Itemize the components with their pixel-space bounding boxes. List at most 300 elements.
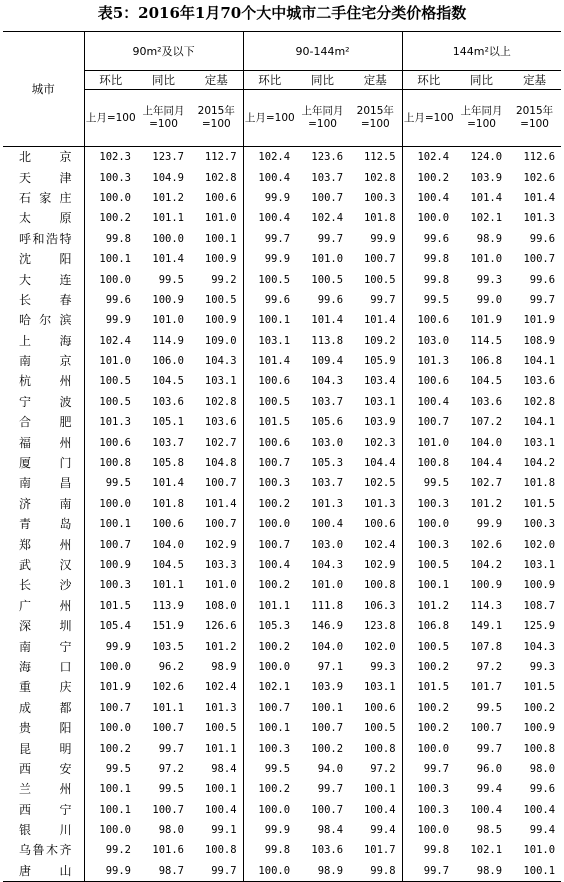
index-value-cell: 113.8 [311,334,344,347]
index-value-cell: 112.6 [523,151,556,164]
index-value-cell: 100.2 [243,494,296,514]
index-value-cell: 97.2 [370,762,396,775]
index-value-cell: 101.6 [152,844,184,857]
index-value-cell: 105.3 [311,457,344,470]
index-value-cell: 102.8 [523,395,556,408]
index-value-cell: 103.1 [523,436,556,449]
index-value-cell: 101.4 [470,191,503,204]
index-value-cell: 103.9 [311,681,344,694]
city-name-cell: 南京 [19,354,72,369]
index-value-cell: 114.3 [470,599,503,612]
base-header-2015: 2015年=100 [508,90,561,147]
index-value-cell: 100.6 [363,701,396,714]
sub-header-mom: 环比 [243,71,296,90]
index-value-cell: 101.2 [402,596,455,616]
index-value-cell: 103.5 [152,640,184,653]
index-value-cell: 103.6 [311,844,344,857]
index-value-cell: 99.9 [84,310,137,330]
city-name-cell: 合肥 [19,415,72,430]
index-value-cell: 106.3 [363,599,396,612]
index-value-cell: 100.5 [204,722,237,735]
table-row [3,616,561,636]
index-value-cell: 100.2 [84,738,137,758]
index-value-cell: 101.3 [523,212,556,225]
index-value-cell: 94.0 [317,762,344,775]
index-value-cell: 101.4 [204,497,237,510]
index-value-cell: 100.1 [84,779,137,799]
city-name-cell: 广州 [19,598,72,613]
table-row [3,840,561,860]
index-value-cell: 99.9 [84,861,137,882]
index-value-cell: 100.4 [363,803,396,816]
index-value-cell: 100.5 [84,392,137,412]
index-value-cell: 102.4 [243,147,296,168]
index-value-cell: 103.7 [311,477,344,490]
index-value-cell: 103.7 [152,436,184,449]
index-value-cell: 98.0 [529,762,556,775]
table-row [3,596,561,616]
index-value-cell: 100.5 [243,269,296,289]
table-row [3,779,561,799]
base-header-2015: 2015年=100 [349,90,402,147]
sub-header-yoy: 同比 [137,71,190,90]
index-value-cell: 109.4 [311,355,344,368]
table-row [3,738,561,758]
index-value-cell: 99.9 [243,249,296,269]
index-value-cell: 100.3 [84,575,137,595]
city-name-cell: 青岛 [19,517,72,532]
index-value-cell: 149.1 [470,620,503,633]
index-value-cell: 99.5 [243,759,296,779]
table-row [3,229,561,249]
index-value-cell: 100.5 [204,293,237,306]
city-name-cell: 长沙 [19,578,72,593]
index-value-cell: 123.8 [363,620,396,633]
index-value-cell: 100.9 [84,555,137,575]
city-name-cell: 福州 [19,435,72,450]
index-value-cell: 112.5 [363,151,396,164]
index-value-cell: 100.4 [243,167,296,187]
index-value-cell: 114.9 [152,334,184,347]
index-value-cell: 114.5 [470,334,503,347]
index-value-cell: 100.0 [84,188,137,208]
index-value-cell: 101.8 [152,497,184,510]
index-value-cell: 102.4 [311,212,344,225]
index-value-cell: 100.8 [523,742,556,755]
index-value-cell: 99.7 [476,742,503,755]
index-value-cell: 100.1 [84,514,137,534]
index-value-cell: 100.4 [243,208,296,228]
index-value-cell: 107.2 [470,416,503,429]
index-value-cell: 105.3 [243,616,296,636]
index-value-cell: 99.7 [317,783,344,796]
index-value-cell: 100.0 [402,208,455,228]
city-name-cell: 唐山 [3,861,84,882]
index-value-cell: 99.6 [243,290,296,310]
index-value-cell: 102.7 [470,477,503,490]
index-value-cell: 100.3 [402,779,455,799]
index-value-cell: 104.3 [204,355,237,368]
sub-header-yoy: 同比 [296,71,349,90]
index-value-cell: 99.9 [84,636,137,656]
index-value-cell: 101.4 [243,351,296,371]
table-row [3,188,561,208]
base-header-last-month: 上月=100 [243,90,296,147]
index-value-cell: 103.4 [363,375,396,388]
index-value-cell: 104.4 [363,457,396,470]
table-row [3,269,561,289]
index-value-cell: 104.5 [152,559,184,571]
sub-header-mom: 环比 [84,71,137,90]
index-value-cell: 100.6 [152,518,184,531]
index-value-cell: 100.6 [204,191,237,204]
index-value-cell: 100.9 [204,314,237,327]
index-value-cell: 109.2 [363,334,396,347]
sub-header-fixed: 定基 [190,71,243,90]
index-value-cell: 100.0 [243,800,296,820]
sub-header-fixed: 定基 [349,71,402,90]
index-value-cell: 106.8 [402,616,455,636]
index-value-cell: 103.1 [204,375,237,388]
index-value-cell: 102.1 [243,677,296,697]
index-value-cell: 101.4 [152,253,184,266]
index-value-cell: 99.6 [317,293,344,306]
index-value-cell: 100.5 [84,371,137,391]
index-value-cell: 99.6 [402,229,455,249]
index-value-cell: 100.1 [204,232,237,245]
index-value-cell: 100.0 [84,494,137,514]
index-value-cell: 98.5 [476,824,503,837]
table-row [3,331,561,351]
price-index-table [3,31,561,882]
index-value-cell: 100.4 [204,803,237,816]
base-header-last-year: 上年同月=100 [455,90,508,147]
index-value-cell: 101.1 [204,742,237,755]
index-value-cell: 105.6 [311,416,344,429]
index-value-cell: 101.4 [523,191,556,204]
city-name-cell: 大连 [19,272,72,287]
index-value-cell: 104.5 [470,375,503,388]
index-value-cell: 100.7 [204,477,237,490]
index-value-cell: 100.7 [243,453,296,473]
index-value-cell: 101.9 [84,677,137,697]
index-value-cell: 99.8 [243,840,296,860]
group-header-medium: 90-144m² [243,32,402,71]
city-name-cell: 海口 [19,659,72,674]
index-value-cell: 99.9 [476,518,503,531]
index-value-cell: 98.0 [158,824,184,837]
index-value-cell: 104.2 [523,457,556,470]
city-name-cell: 贵阳 [19,721,72,736]
index-value-cell: 104.0 [311,640,344,653]
index-value-cell: 100.8 [84,453,137,473]
index-value-cell: 104.8 [204,457,237,470]
index-value-cell: 100.6 [402,310,455,330]
index-value-cell: 101.3 [84,412,137,432]
index-value-cell: 101.1 [152,212,184,225]
index-value-cell: 99.9 [370,232,396,245]
index-value-cell: 123.6 [311,151,344,164]
index-value-cell: 100.8 [204,844,237,857]
index-value-cell: 103.6 [152,395,184,408]
index-value-cell: 100.3 [84,167,137,187]
index-value-cell: 100.2 [243,779,296,799]
index-value-cell: 102.1 [470,844,503,857]
index-value-cell: 99.1 [211,824,237,837]
city-name-cell: 济南 [19,496,72,511]
index-value-cell: 100.1 [84,800,137,820]
index-value-cell: 103.7 [311,395,344,408]
index-value-cell: 100.7 [402,412,455,432]
sub-header-mom: 环比 [402,71,455,90]
index-value-cell: 96.2 [158,660,184,673]
table-row [3,412,561,432]
table-row [3,494,561,514]
index-value-cell: 100.1 [402,575,455,595]
index-value-cell: 100.1 [243,718,296,738]
city-name-cell: 上海 [19,333,72,348]
index-value-cell: 100.2 [84,208,137,228]
index-value-cell: 99.5 [84,759,137,779]
table-row [3,657,561,677]
index-value-cell: 104.5 [152,375,184,388]
index-value-cell: 99.8 [402,249,455,269]
index-value-cell: 101.5 [523,497,556,510]
city-name-cell: 重庆 [19,680,72,695]
sub-header-yoy: 同比 [455,71,508,90]
index-value-cell: 100.7 [84,698,137,718]
index-value-cell: 102.5 [363,477,396,490]
index-value-cell: 102.8 [204,171,237,184]
index-value-cell: 104.2 [470,559,503,571]
index-value-cell: 100.1 [204,783,237,796]
index-value-cell: 99.8 [402,840,455,860]
index-value-cell: 97.2 [476,660,503,673]
index-value-cell: 99.5 [402,290,455,310]
index-value-cell: 100.9 [523,722,556,735]
city-name-cell: 宁波 [19,394,72,409]
index-value-cell: 99.0 [476,293,503,306]
index-value-cell: 101.9 [523,314,556,327]
index-value-cell: 101.0 [311,579,344,592]
index-value-cell: 101.3 [311,497,344,510]
index-value-cell: 102.4 [204,681,237,694]
index-value-cell: 100.7 [311,722,344,735]
index-value-cell: 101.2 [470,497,503,510]
index-value-cell: 102.9 [363,559,396,571]
index-value-cell: 99.3 [476,273,503,286]
index-value-cell: 102.6 [523,171,556,184]
index-value-cell: 100.3 [523,518,556,531]
index-value-cell: 103.1 [363,681,396,694]
index-value-cell: 96.0 [476,762,503,775]
table-title: 表5：2016年1月70个大中城市二手住宅分类价格指数 [97,4,467,22]
index-value-cell: 101.4 [363,314,396,327]
table-row [3,453,561,473]
index-value-cell: 101.1 [152,579,184,592]
index-value-cell: 100.1 [311,701,344,714]
index-value-cell: 100.0 [84,718,137,738]
table-row [3,147,561,168]
table-row [3,861,561,882]
index-value-cell: 102.4 [363,538,396,551]
index-value-cell: 105.9 [363,355,396,368]
index-value-cell: 101.0 [204,212,237,225]
index-value-cell: 102.4 [84,331,137,351]
index-value-cell: 99.6 [529,273,556,286]
index-value-cell: 100.3 [243,738,296,758]
index-value-cell: 102.7 [204,436,237,449]
index-value-cell: 100.4 [470,803,503,816]
index-value-cell: 100.2 [311,742,344,755]
index-value-cell: 101.5 [243,412,296,432]
base-header-last-year: 上年同月=100 [296,90,349,147]
index-value-cell: 100.6 [84,432,137,452]
index-value-cell: 99.7 [317,232,344,245]
city-name-cell: 太原 [19,211,72,226]
index-value-cell: 100.2 [243,575,296,595]
index-value-cell: 99.7 [529,293,556,306]
index-value-cell: 104.9 [152,171,184,184]
index-value-cell: 113.9 [152,599,184,612]
table-row [3,249,561,269]
index-value-cell: 109.0 [204,334,237,347]
index-value-cell: 100.2 [523,701,556,714]
index-value-cell: 99.5 [84,473,137,493]
table-row [3,820,561,840]
index-value-cell: 100.5 [402,636,455,656]
index-value-cell: 100.9 [523,579,556,592]
index-value-cell: 99.5 [476,701,503,714]
index-value-cell: 100.7 [470,722,503,735]
index-value-cell: 100.8 [363,742,396,755]
city-name-cell: 南宁 [19,639,72,654]
index-value-cell: 100.6 [243,371,296,391]
index-value-cell: 104.4 [470,457,503,470]
index-value-cell: 146.9 [311,620,344,633]
index-value-cell: 103.0 [311,538,344,551]
index-value-cell: 101.0 [204,579,237,592]
index-value-cell: 100.7 [363,253,396,266]
index-value-cell: 100.7 [243,698,296,718]
index-value-cell: 100.5 [243,392,296,412]
index-value-cell: 105.8 [152,457,184,470]
table-row [3,718,561,738]
index-value-cell: 100.7 [84,534,137,554]
city-name-cell: 长春 [19,292,72,307]
index-value-cell: 100.0 [243,657,296,677]
index-value-cell: 102.4 [402,147,455,168]
group-header-large: 144m²以上 [402,32,561,71]
index-value-cell: 100.9 [204,253,237,266]
index-value-cell: 99.7 [402,759,455,779]
index-value-cell: 98.9 [211,660,237,673]
index-value-cell: 98.9 [296,861,349,882]
group-header-small: 90m²及以下 [84,32,243,71]
index-value-cell: 100.5 [311,273,344,286]
index-value-cell: 106.0 [152,355,184,368]
index-value-cell: 99.5 [158,273,184,286]
index-value-cell: 103.9 [470,171,503,184]
index-value-cell: 151.9 [152,620,184,633]
index-value-cell: 99.8 [84,229,137,249]
city-name-cell: 沈阳 [19,252,72,267]
index-value-cell: 100.7 [523,253,556,266]
city-name-cell: 厦门 [19,456,72,471]
table-row [3,800,561,820]
city-name-cell: 武汉 [19,558,72,572]
index-value-cell: 102.8 [363,171,396,184]
table-row [3,167,561,187]
index-value-cell: 97.2 [158,762,184,775]
base-header-2015: 2015年=100 [190,90,243,147]
index-value-cell: 103.6 [523,375,556,388]
index-value-cell: 100.0 [243,514,296,534]
index-value-cell: 99.2 [211,273,237,286]
index-value-cell: 101.8 [363,212,396,225]
city-column-header: 城市 [3,32,84,147]
table-row [3,208,561,228]
city-name-cell: 西安 [19,761,72,776]
index-value-cell: 100.5 [402,555,455,575]
index-value-cell: 106.8 [470,355,503,368]
index-value-cell: 101.0 [523,844,556,857]
index-value-cell: 102.8 [204,395,237,408]
index-value-cell: 104.0 [152,538,184,551]
index-value-cell: 102.9 [204,538,237,551]
index-value-cell: 100.7 [152,803,184,816]
index-value-cell: 101.8 [523,477,556,490]
index-value-cell: 99.9 [243,188,296,208]
index-value-cell: 101.3 [402,351,455,371]
index-value-cell: 99.6 [529,232,556,245]
index-value-cell: 100.0 [84,657,137,677]
index-value-cell: 100.7 [311,191,344,204]
index-value-cell: 101.0 [152,314,184,327]
index-value-cell: 103.0 [402,331,455,351]
index-value-cell: 100.3 [402,534,455,554]
index-value-cell: 102.3 [363,436,396,449]
index-value-cell: 98.9 [476,232,503,245]
index-value-cell: 99.7 [243,229,296,249]
index-value-cell: 107.8 [470,640,503,653]
index-value-cell: 103.9 [363,416,396,429]
city-name-cell: 昆明 [19,741,72,756]
table-row [3,555,561,575]
table-row [3,392,561,412]
index-value-cell: 99.7 [402,861,455,882]
index-value-cell: 103.0 [311,436,344,449]
index-value-cell: 100.3 [402,800,455,820]
index-value-cell: 100.2 [402,167,455,187]
index-value-cell: 98.7 [137,861,190,882]
city-name-cell: 成都 [19,700,72,715]
index-value-cell: 108.0 [204,599,237,612]
index-value-cell: 100.9 [152,293,184,306]
index-value-cell: 103.6 [470,395,503,408]
index-value-cell: 100.0 [402,820,455,840]
index-value-cell: 102.6 [152,681,184,694]
index-value-cell: 100.1 [84,249,137,269]
index-value-cell: 100.2 [402,657,455,677]
index-value-cell: 100.7 [204,518,237,531]
index-value-cell: 100.2 [243,636,296,656]
index-value-cell: 104.3 [523,640,556,653]
table-row [3,310,561,330]
index-value-cell: 103.1 [363,395,396,408]
table-row [3,534,561,554]
city-name-cell: 北京 [19,150,72,165]
